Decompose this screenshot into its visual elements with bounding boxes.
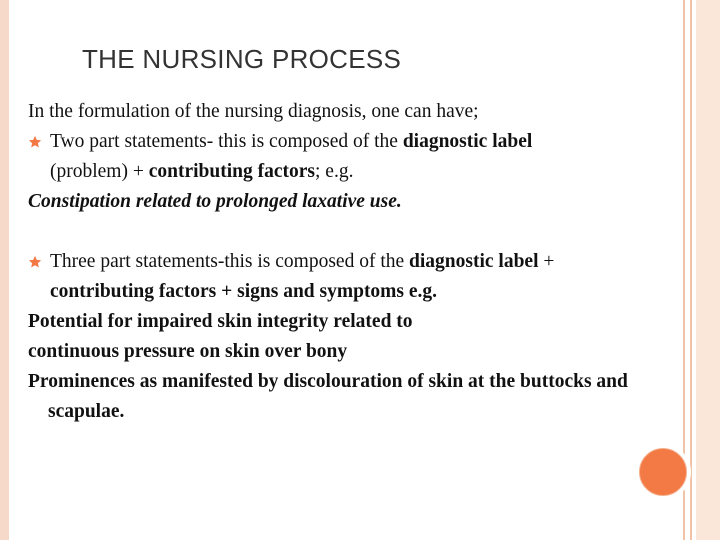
example-line: continuous pressure on skin over bony [28, 341, 348, 362]
right-frame-stripe [696, 0, 720, 540]
bullet2-bold-factors: contributing factors + signs and symptoms e.g. [50, 281, 438, 302]
slide-title: THE NURSING PROCESS [82, 44, 402, 74]
example-line: Potential for impaired skin integrity related to [28, 311, 413, 332]
bullet1-text-c: ; e.g. [315, 161, 354, 182]
star-icon [28, 247, 48, 277]
example-two-part: Constipation related to prolonged laxative use. [28, 191, 402, 212]
example-text [28, 187, 678, 217]
bullet-two-part [28, 127, 678, 187]
bullet1-text-a: Two part statements- this is composed of the [50, 131, 403, 152]
bullet1-bold-factors: contributing factors [148, 161, 315, 182]
bullet2-text-b: + [538, 251, 555, 272]
bullet2-text-a: Three part statements-this is composed of the [50, 251, 410, 272]
bullet-text [48, 127, 532, 187]
bullet1-bold-label: diagnostic label [402, 131, 533, 152]
intro-text: In the formulation of the nursing diagnosis, one can have; [28, 101, 479, 122]
right-frame-line [690, 0, 692, 540]
example-line: Prominences as manifested by discolouration of skin at the buttocks and scapulae. [28, 371, 628, 422]
bullet-three-part [28, 247, 678, 307]
star-icon [28, 127, 48, 157]
bullet-text [48, 247, 554, 307]
circle-icon [639, 448, 687, 496]
bullet2-bold-label: diagnostic label [409, 251, 539, 272]
left-frame-stripe [0, 0, 9, 540]
slide-body [28, 97, 678, 427]
bullet1-text-b: (problem) + [50, 161, 149, 182]
